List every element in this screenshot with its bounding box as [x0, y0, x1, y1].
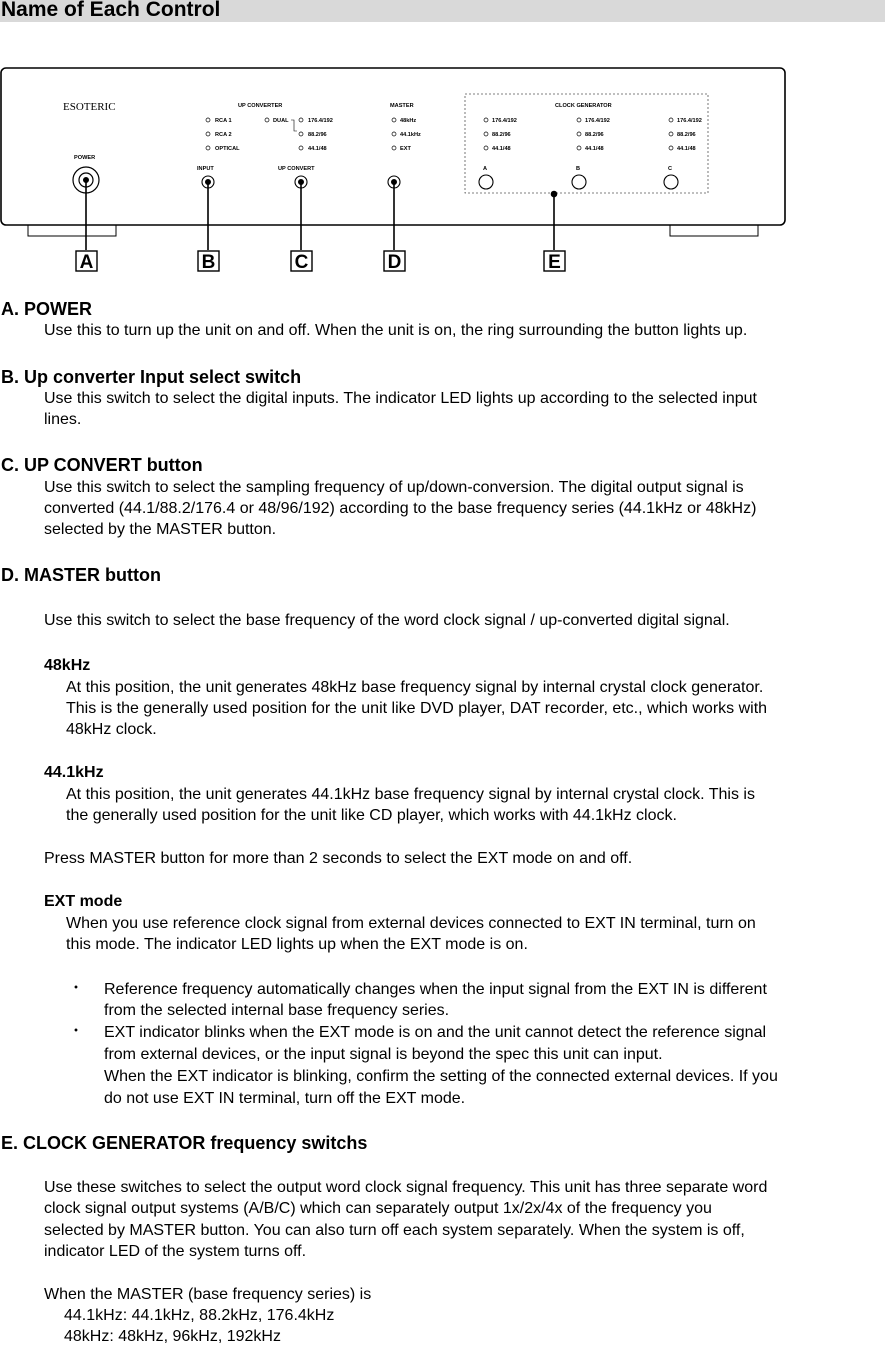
khz441-line-1: At this position, the unit generates 44.1kHz base frequency signal by internal crystal clock. This is	[66, 786, 755, 803]
section-a-heading: A. POWER	[1, 299, 93, 319]
callout-d	[384, 251, 405, 273]
callout-e	[544, 251, 565, 273]
khz48-line-1: At this position, the unit generates 48kHz base frequency signal by internal crystal clock generator.	[66, 679, 764, 696]
callout-b	[198, 251, 219, 273]
series-48: 48kHz: 48kHz, 96kHz, 192kHz	[64, 1328, 281, 1345]
section-e-line-3: selected by MASTER button. You can also turn off each system separately. When the system is off,	[44, 1222, 745, 1239]
input-optical-label: OPTICAL	[215, 146, 240, 152]
cg-b-rate-1: 176.4/192	[585, 118, 610, 124]
callout-a	[76, 251, 97, 273]
bullet-2-line-4: do not use EXT IN terminal, turn off the EXT mode.	[104, 1090, 466, 1107]
section-c-heading: C. UP CONVERT button	[1, 455, 203, 475]
up-converter-heading: UP CONVERTER	[238, 103, 283, 109]
up-convert-label: UP CONVERT	[278, 166, 315, 172]
cg-b-rate-3: 44.1/48	[585, 146, 604, 152]
bullet-1-mark: ・	[68, 980, 85, 997]
svg-text:B: B	[201, 252, 216, 273]
uc-rate-2: 88.2/96	[308, 132, 327, 138]
section-c-line-2: converted (44.1/88.2/176.4 or 48/96/192) according to the base frequency series (44.1kHz or 48kHz)	[44, 500, 757, 517]
svg-text:C: C	[294, 252, 309, 273]
khz48-title: 48kHz	[44, 657, 91, 674]
series-441: 44.1kHz: 44.1kHz, 88.2kHz, 176.4kHz	[64, 1307, 335, 1324]
title-bar	[0, 0, 885, 22]
section-d-heading: D. MASTER button	[1, 565, 161, 585]
callout-c	[291, 251, 312, 273]
cg-b-rate-2: 88.2/96	[585, 132, 604, 138]
bullet-2-mark: ・	[68, 1023, 85, 1040]
master-441khz: 44.1kHz	[400, 132, 421, 138]
cg-c-rate-3: 44.1/48	[677, 146, 696, 152]
power-label: POWER	[74, 155, 96, 161]
section-a-text: Use this to turn up the unit on and off. When the unit is on, the ring surrounding the button lights up.	[44, 322, 748, 339]
svg-text:D: D	[387, 252, 402, 273]
brand-logo: ESOTERIC	[63, 101, 116, 113]
khz441-title: 44.1kHz	[44, 764, 104, 781]
section-e-heading: E. CLOCK GENERATOR frequency switchs	[1, 1133, 368, 1153]
ext-line-1: When you use reference clock signal from external devices connected to EXT IN terminal, turn on	[66, 915, 756, 932]
bullet-1-line-1: Reference frequency automatically changes when the input signal from the EXT IN is different	[104, 981, 767, 998]
input-label: INPUT	[197, 166, 214, 172]
khz48-line-2: This is the generally used position for the unit like DVD player, DAT recorder, etc., which works with	[66, 700, 768, 717]
press-master-text: Press MASTER button for more than 2 seconds to select the EXT mode on and off.	[44, 850, 633, 867]
page-title: Name of Each Control	[1, 0, 221, 21]
bullet-2-line-2: from external devices, or the input signal is beyond the spec this unit can input.	[104, 1046, 663, 1063]
cg-channel-b-label: B	[576, 166, 581, 172]
master-heading: MASTER	[390, 103, 414, 109]
section-b-heading: B. Up converter Input select switch	[1, 367, 302, 387]
master-48khz: 48kHz	[400, 118, 417, 124]
cg-a-rate-2: 88.2/96	[492, 132, 511, 138]
section-d-intro: Use this switch to select the base frequency of the word clock signal / up-converted digital signal.	[44, 612, 730, 629]
section-c-line-1: Use this switch to select the sampling frequency of up/down-conversion. The digital output signal is	[44, 479, 744, 496]
master-series-intro: When the MASTER (base frequency series) is	[44, 1286, 372, 1303]
khz441-line-2: the generally used position for the unit like CD player, which works with 44.1kHz clock.	[66, 807, 677, 824]
master-ext: EXT	[400, 146, 411, 152]
dual-label: DUAL	[273, 118, 289, 124]
cg-c-rate-1: 176.4/192	[677, 118, 702, 124]
ext-line-2: this mode. The indicator LED lights up when the EXT mode is on.	[66, 936, 528, 953]
cg-a-rate-3: 44.1/48	[492, 146, 511, 152]
clock-generator-heading: CLOCK GENERATOR	[555, 103, 612, 109]
cg-a-rate-1: 176.4/192	[492, 118, 517, 124]
ext-mode-title: EXT mode	[44, 893, 123, 910]
section-e-line-4: indicator LED of the system turns off.	[44, 1243, 307, 1260]
section-b-line-2: lines.	[44, 411, 82, 428]
device-front-panel	[0, 60, 790, 280]
uc-rate-1: 176.4/192	[308, 118, 333, 124]
bullet-1-line-2: from the selected internal base frequency series.	[104, 1002, 450, 1019]
svg-text:E: E	[548, 252, 561, 273]
section-c-line-3: selected by the MASTER button.	[44, 521, 277, 538]
cg-c-button[interactable]	[664, 175, 678, 189]
cg-c-rate-2: 88.2/96	[677, 132, 696, 138]
section-e-line-2: clock signal output systems (A/B/C) which can separately output 1x/2x/4x of the frequency you	[44, 1200, 712, 1217]
bullet-2-line-3: When the EXT indicator is blinking, confirm the setting of the connected external devices. If you	[104, 1068, 778, 1085]
cg-b-button[interactable]	[572, 175, 586, 189]
cg-channel-a-label: A	[483, 166, 488, 172]
cg-a-button[interactable]	[479, 175, 493, 189]
cg-channel-c-label: C	[668, 166, 673, 172]
uc-rate-3: 44.1/48	[308, 146, 327, 152]
khz48-line-3: 48kHz clock.	[66, 721, 157, 738]
input-rca2-label: RCA 2	[215, 132, 232, 138]
bullet-2-line-1: EXT indicator blinks when the EXT mode is on and the unit cannot detect the reference signal	[104, 1024, 767, 1041]
section-b-line-1: Use this switch to select the digital inputs. The indicator LED lights up according to the selected input	[44, 390, 757, 407]
section-e-line-1: Use these switches to select the output word clock signal frequency. This unit has three separate word	[44, 1179, 768, 1196]
svg-text:A: A	[79, 252, 94, 273]
input-rca1-label: RCA 1	[215, 118, 232, 124]
